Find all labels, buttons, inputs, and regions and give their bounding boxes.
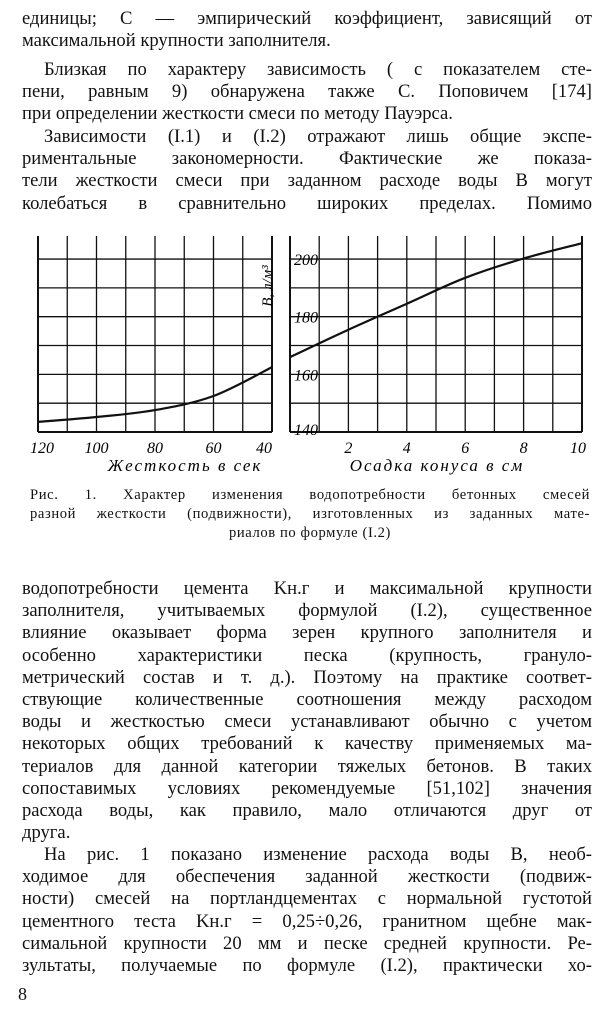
y-tick-label: 180 bbox=[294, 309, 318, 327]
paragraph-intro-continuation bbox=[22, 8, 592, 52]
text-line: единицы; C — эмпирический коэффициент, зависящий от bbox=[22, 8, 592, 29]
text-line: Зависимости (I.1) и (I.2) отражают лишь общие экспе- bbox=[44, 126, 592, 147]
text-line: пени, равным 9) обнаружена также С. Поповичем [174] bbox=[22, 81, 592, 103]
x-tick-label: 6 bbox=[461, 440, 470, 457]
paragraph-dependencies bbox=[22, 126, 592, 215]
text-line: влияние оказывает форма зерен крупного заполнителя и bbox=[22, 622, 592, 644]
x-tick-label: 40 bbox=[256, 440, 272, 457]
figure-caption bbox=[30, 486, 590, 543]
x-axis-label-left: Жесткость в сек bbox=[107, 456, 263, 475]
caption-line: Рис. 1. Характер изменения водопотребности бетонных смесей bbox=[30, 487, 590, 503]
text-line: ходимое для обеспечения заданной жесткости (подвиж- bbox=[22, 866, 592, 888]
text-line: Близкая по характеру зависимость ( с показателем сте- bbox=[44, 59, 592, 80]
text-line: водопотребности цемента Kн.г и максимальной крупности bbox=[22, 578, 592, 599]
paragraph-popovich bbox=[22, 59, 592, 126]
text-line: териалов для данной категории тяжелых бетонов. В таких bbox=[22, 755, 592, 777]
page-number: 8 bbox=[18, 984, 27, 1004]
right-panel-grid bbox=[290, 236, 582, 432]
caption-line: риалов по формуле (I.2) bbox=[228, 525, 392, 541]
y-tick-label: 140 bbox=[294, 422, 318, 439]
text-line: ствующие количественные соотношения между расходом bbox=[22, 689, 592, 711]
y-tick-label: 200 bbox=[294, 252, 318, 270]
text-line: сопоставимых условиях рекомендуемые [51,102] значения bbox=[22, 777, 592, 799]
text-line: колебаться в сравнительно широких пределах. Помимо bbox=[22, 192, 592, 214]
x-axis-label-right: Осадка конуса в см bbox=[349, 456, 525, 475]
x-tick-label: 80 bbox=[147, 440, 163, 457]
text-line: некоторых общих требований к качеству применяемых ма- bbox=[22, 733, 592, 755]
text-line: На рис. 1 показано изменение расхода воды B, необ- bbox=[44, 844, 592, 865]
text-line: ности) смесей на портландцементах с нормальной густотой bbox=[22, 888, 592, 910]
x-tick-label: 100 bbox=[84, 440, 109, 457]
text-line: зультаты, получаемые по формуле (I.2), практически хо- bbox=[22, 955, 592, 977]
water-demand-chart bbox=[0, 222, 612, 484]
y-tick-label: 160 bbox=[294, 367, 318, 385]
text-line: при определении жесткости смеси по методу Пауэрса. bbox=[22, 103, 453, 125]
paragraph-water-demand bbox=[22, 578, 592, 844]
text-line: заполнителя, учитываемых формулой (I.2), существенное bbox=[22, 600, 592, 622]
x-tick-label: 2 bbox=[344, 440, 353, 457]
x-tick-label: 4 bbox=[402, 440, 411, 457]
x-tick-label: 60 bbox=[205, 440, 222, 457]
text-line: друга. bbox=[22, 822, 71, 844]
text-line: симальной крупности 20 мм и песке средней крупности. Ре- bbox=[22, 932, 592, 954]
caption-line: разной жесткости (подвижности), изготовленных из заданных мате- bbox=[30, 506, 590, 522]
x-tick-label: 10 bbox=[570, 440, 586, 457]
tick-labels bbox=[30, 252, 586, 457]
y-axis-label: B, л/м³ bbox=[260, 265, 276, 307]
text-line: метрический состав и т. д.). Поэтому на практике соответ- bbox=[22, 666, 592, 688]
text-line: максимальной крупности заполнителя. bbox=[22, 30, 331, 52]
text-line: воды и жесткостью смеси устанавливают обычно с учетом bbox=[22, 711, 592, 733]
text-line: расхода воды, как правило, мало отличаются друг от bbox=[22, 800, 592, 822]
text-line: особенно характеристики песка (крупность, грануло- bbox=[22, 644, 592, 666]
text-line: риментальные закономерности. Фактические же показа- bbox=[22, 148, 592, 170]
x-tick-label: 8 bbox=[519, 440, 528, 457]
text-line: тели жесткости смеси при заданном расходе воды B могут bbox=[22, 170, 592, 192]
x-tick-label: 120 bbox=[30, 440, 54, 457]
paragraph-figure-description bbox=[22, 844, 592, 977]
left-panel-grid bbox=[38, 236, 272, 432]
text-line: цементного теста Kн.г = 0,25÷0,26, гранитном щебне мак- bbox=[22, 910, 592, 932]
